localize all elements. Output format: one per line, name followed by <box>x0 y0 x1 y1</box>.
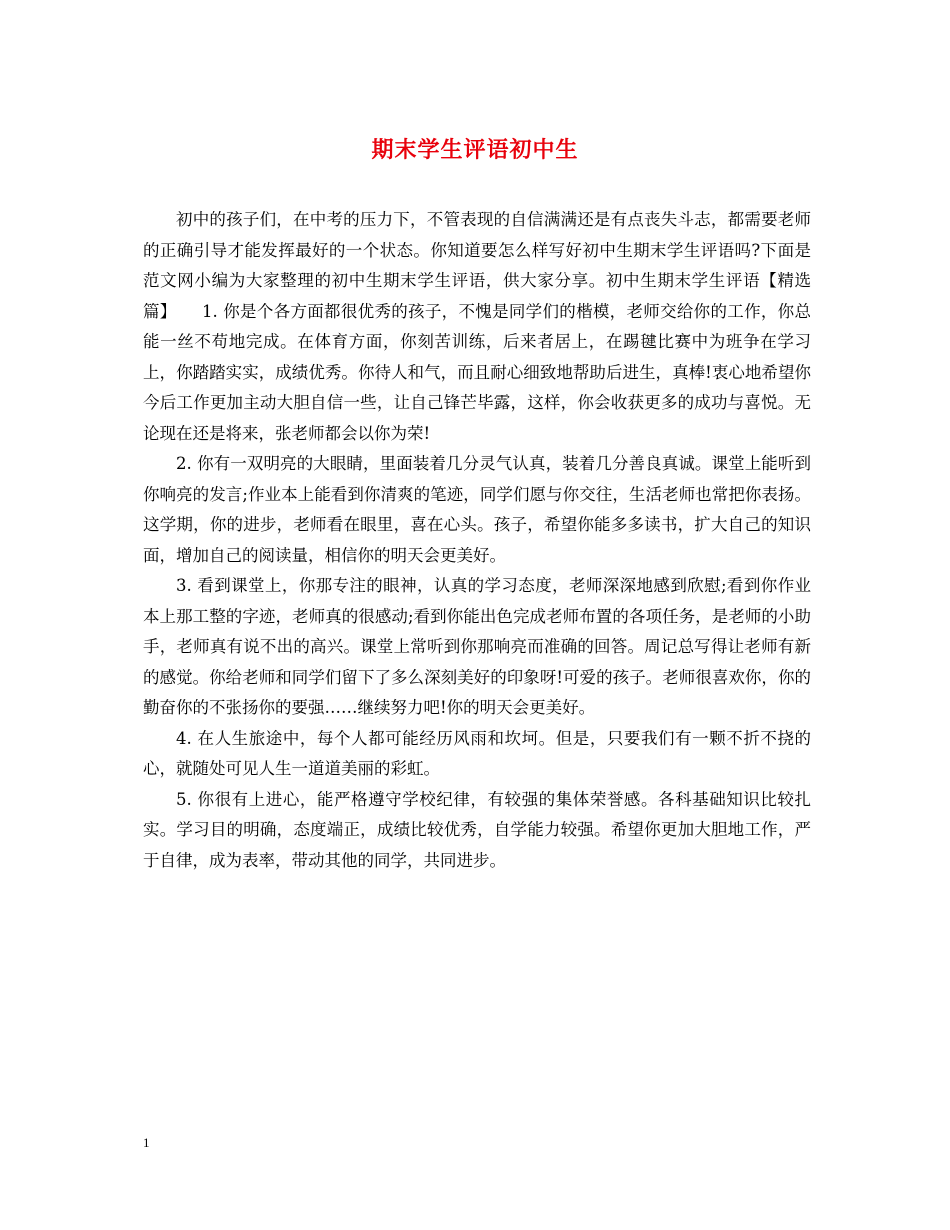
document-body <box>143 205 811 876</box>
paragraph-item-3: 3. 看到课堂上，你那专注的眼神，认真的学习态度，老师深深地感到欣慰;看到你作业本上那工整的字迹，老师真的很感动;看到你能出色完成老师布置的各项任务，是老师的小助手，老师真有说不出的高兴。课堂上常听到你那响亮而准确的回答。周记总写得让老师有新的感觉。你给老师和同学们留下了多么深刻美好的印象呀!可爱的孩子。老师很喜欢你，你的勤奋你的不张扬你的要强……继续努力吧!你的明天会更美好。 <box>143 576 811 717</box>
paragraph-item-5: 5. 你很有上进心，能严格遵守学校纪律，有较强的集体荣誉感。各科基础知识比较扎实。学习目的明确，态度端正，成绩比较优秀，自学能力较强。希望你更加大胆地工作，严于自律，成为表率，带动其他的同学，共同进步。 <box>143 789 811 870</box>
paragraph-intro: 初中的孩子们，在中考的压力下，不管表现的自信满满还是有点丧失斗志，都需要老师的正确引导才能发挥最好的一个状态。你知道要怎么样写好初中生期末学生评语吗?下面是范文网小编为大家整理的初中生期末学生评语，供大家分享。初中生期末学生评语【精选篇】 1. 你是个各方面都很优秀的孩子，不愧是同学们的楷模，老师交给你的工作，你总能一丝不苟地完成。在体育方面，你刻苦训练，后来者居上，在踢毽比赛中为班争在学习上，你踏踏实实，成绩优秀。你待人和气，而且耐心细致地帮助后进生，真棒!衷心地希望你今后工作更加主动大胆自信一些，让自己锋芒毕露，这样，你会收获更多的成功与喜悦。无论现在还是将来，张老师都会以你为荣! <box>143 210 811 443</box>
page-number: 1 <box>143 1135 150 1150</box>
page-title: 期末学生评语初中生 <box>371 137 579 163</box>
paragraph-item-4: 4. 在人生旅途中，每个人都可能经历风雨和坎坷。但是，只要我们有一颗不折不挠的心，就随处可见人生一道道美丽的彩虹。 <box>143 728 811 778</box>
paragraph-item-2: 2. 你有一双明亮的大眼睛，里面装着几分灵气认真，装着几分善良真诚。课堂上能听到你响亮的发言;作业本上能看到你清爽的笔迹，同学们愿与你交往，生活老师也常把你表扬。这学期，你的进步，老师看在眼里，喜在心头。孩子，希望你能多多读书，扩大自己的知识面，增加自己的阅读量，相信你的明天会更美好。 <box>143 454 811 565</box>
